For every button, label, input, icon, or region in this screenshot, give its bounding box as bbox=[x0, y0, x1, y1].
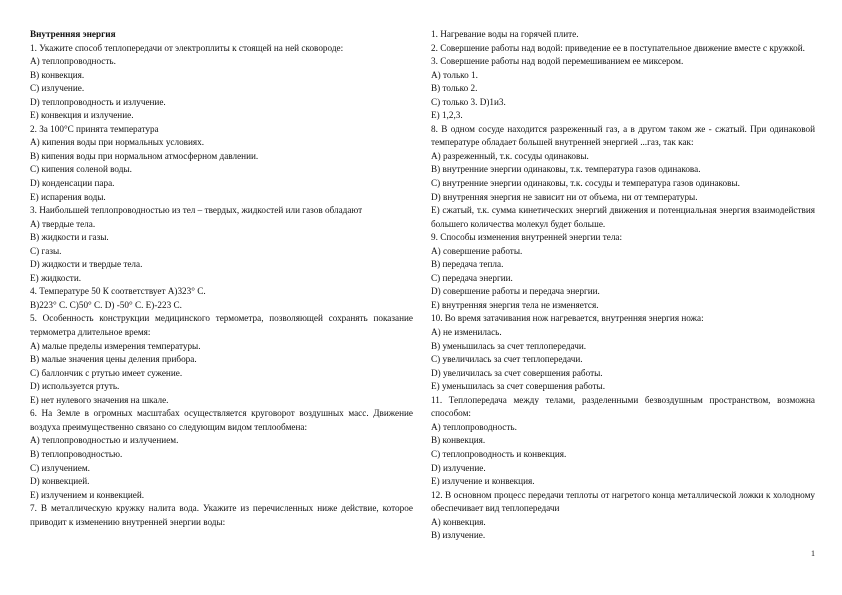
text-line: 12. В основном процесс передачи теплоты от нагретого конца металлической ложки к холодному обеспечивает вид теплопередачи bbox=[431, 489, 815, 514]
text-line: А) теплопроводность. bbox=[431, 421, 517, 432]
text-line: В) конвекция. bbox=[431, 435, 486, 446]
text-line: В) теплопроводностью. bbox=[30, 448, 123, 459]
text-line: 2. За 100°С принята температура bbox=[30, 123, 159, 134]
text-line: В) излучение. bbox=[431, 530, 486, 541]
text-line: D) конвекцией. bbox=[30, 476, 90, 487]
text-line: 1. Укажите способ теплопередачи от электроплиты к стоящей на ней сковороде: bbox=[30, 42, 344, 53]
text-line: 10. Во время затачивания нож нагревается, внутренняя энергия ножа: bbox=[431, 313, 704, 324]
text-line: E) уменьшилась за счет совершения работы. bbox=[431, 381, 606, 392]
text-line: В) конвекция. bbox=[30, 69, 85, 80]
text-line: D) теплопроводность и излучение. bbox=[30, 96, 166, 107]
text-line: 3. Наибольшей теплопроводностью из тел – твердых, жидкостей или газов обладают bbox=[30, 205, 363, 216]
text-line: С) кипения соленой воды. bbox=[30, 164, 132, 175]
text-line: D) совершение работы и передача энергии. bbox=[431, 286, 600, 297]
text-line: С) внутренние энергии одинаковы, т.к. сосуды и температура газов одинаковы. bbox=[431, 178, 740, 189]
text-line: E) сжатый, т.к. сумма кинетических энергий движения и потенциальная энергия взаимодействия большего количества молекул будет больше. bbox=[431, 205, 815, 229]
text-line: В) малые значения цены деления прибора. bbox=[30, 354, 197, 365]
text-line: 6. На Земле в огромных масштабах осуществляется круговорот воздушных масс. Движение воздуха преимущественно связано со следующим видом теплообмена: bbox=[30, 408, 413, 432]
text-line: D) внутренняя энергия не зависит ни от объема, ни от температуры. bbox=[431, 191, 698, 202]
text-line: С) баллончик с ртутью имеет сужение. bbox=[30, 367, 183, 378]
text-line: 1. Нагревание воды на горячей плите. bbox=[431, 29, 579, 39]
text-line: А) разреженный, т.к. сосуды одинаковы. bbox=[431, 150, 589, 161]
text-line: В)223° С. С)50° С. D) -50° С. E)-223 С. bbox=[30, 299, 182, 310]
text-line: D) излучение. bbox=[431, 462, 486, 473]
text-line: 4. Температуре 50 К соответствует А)323° С. bbox=[30, 286, 206, 297]
text-line: В) кипения воды при нормальном атмосферном давлении. bbox=[30, 150, 259, 161]
text-line: А) не изменилась. bbox=[431, 327, 502, 338]
right-column bbox=[431, 28, 815, 543]
text-line: В) внутренние энергии одинаковы, т.к. температура газов одинакова. bbox=[431, 164, 701, 175]
text-line: 3. Совершение работы над водой перемешиванием ее миксером. bbox=[431, 56, 684, 67]
text-line: D) используется ртуть. bbox=[30, 381, 120, 392]
text-line: E) конвекция и излучение. bbox=[30, 110, 134, 121]
text-line: 9. Способы изменения внутренней энергии тела: bbox=[431, 232, 623, 243]
text-line: С) излучение. bbox=[30, 83, 85, 94]
text-line: В) только 2. bbox=[431, 83, 478, 94]
page-number: 1 bbox=[811, 549, 815, 558]
text-line: E) излучением и конвекцией. bbox=[30, 489, 145, 500]
left-column bbox=[30, 28, 413, 529]
text-line: С) увеличилась за счет теплопередачи. bbox=[431, 354, 583, 365]
text-line: А) твердые тела. bbox=[30, 218, 96, 229]
text-line: В) жидкости и газы. bbox=[30, 232, 109, 243]
text-line: 2. Совершение работы над водой: приведение ее в поступательное движение вместе с кружкой. bbox=[431, 42, 805, 53]
text-line: D) конденсации пара. bbox=[30, 178, 115, 189]
text-line: 7. В металлическую кружку налита вода. Укажите из перечисленных ниже действие, которое приводит к изменению внутренней энергии воды: bbox=[30, 503, 413, 527]
text-line: А) конвекция. bbox=[431, 516, 486, 527]
text-line: 5. Особенность конструкции медицинского термометра, позволяющей сохранять показание термометра длительное время: bbox=[30, 313, 413, 338]
section-title: Внутренняя энергия bbox=[30, 29, 116, 39]
text-line: С) теплопроводность и конвекция. bbox=[431, 448, 567, 459]
text-line: А) малые пределы измерения температуры. bbox=[30, 340, 201, 351]
text-line: В) передача тепла. bbox=[431, 259, 504, 270]
text-line: С) передача энергии. bbox=[431, 272, 513, 283]
text-line: 11. Теплопередача между телами, разделенными безвоздушным пространством, возможна способом: bbox=[431, 394, 815, 419]
text-line: E) 1,2,3. bbox=[431, 110, 463, 121]
text-line: E) испарения воды. bbox=[30, 191, 106, 202]
text-line: D) жидкости и твердые тела. bbox=[30, 259, 143, 270]
text-line: E) излучение и конвекция. bbox=[431, 476, 535, 487]
text-line: А) совершение работы. bbox=[431, 245, 523, 256]
text-line: С) газы. bbox=[30, 245, 62, 256]
text-line: E) жидкости. bbox=[30, 272, 82, 283]
text-line: 8. В одном сосуде находится разреженный газ, а в другом таком же - сжатый. При одинаковой температуре обладает большей внутренней энергией ...газ, так как: bbox=[431, 123, 815, 148]
text-line: А) только 1. bbox=[431, 69, 478, 80]
text-line: С) только 3. D)1и3. bbox=[431, 96, 506, 107]
text-line: E) внутренняя энергия тела не изменяется. bbox=[431, 299, 599, 310]
text-line: E) нет нулевого значения на шкале. bbox=[30, 394, 169, 405]
text-line: А) теплопроводность. bbox=[30, 56, 116, 67]
text-line: В) уменьшилась за счет теплопередачи. bbox=[431, 340, 587, 351]
text-line: С) излучением. bbox=[30, 462, 90, 473]
text-line: А) кипения воды при нормальных условиях. bbox=[30, 137, 205, 148]
text-line: D) увеличилась за счет совершения работы. bbox=[431, 367, 603, 378]
text-line: А) теплопроводностью и излучением. bbox=[30, 435, 179, 446]
